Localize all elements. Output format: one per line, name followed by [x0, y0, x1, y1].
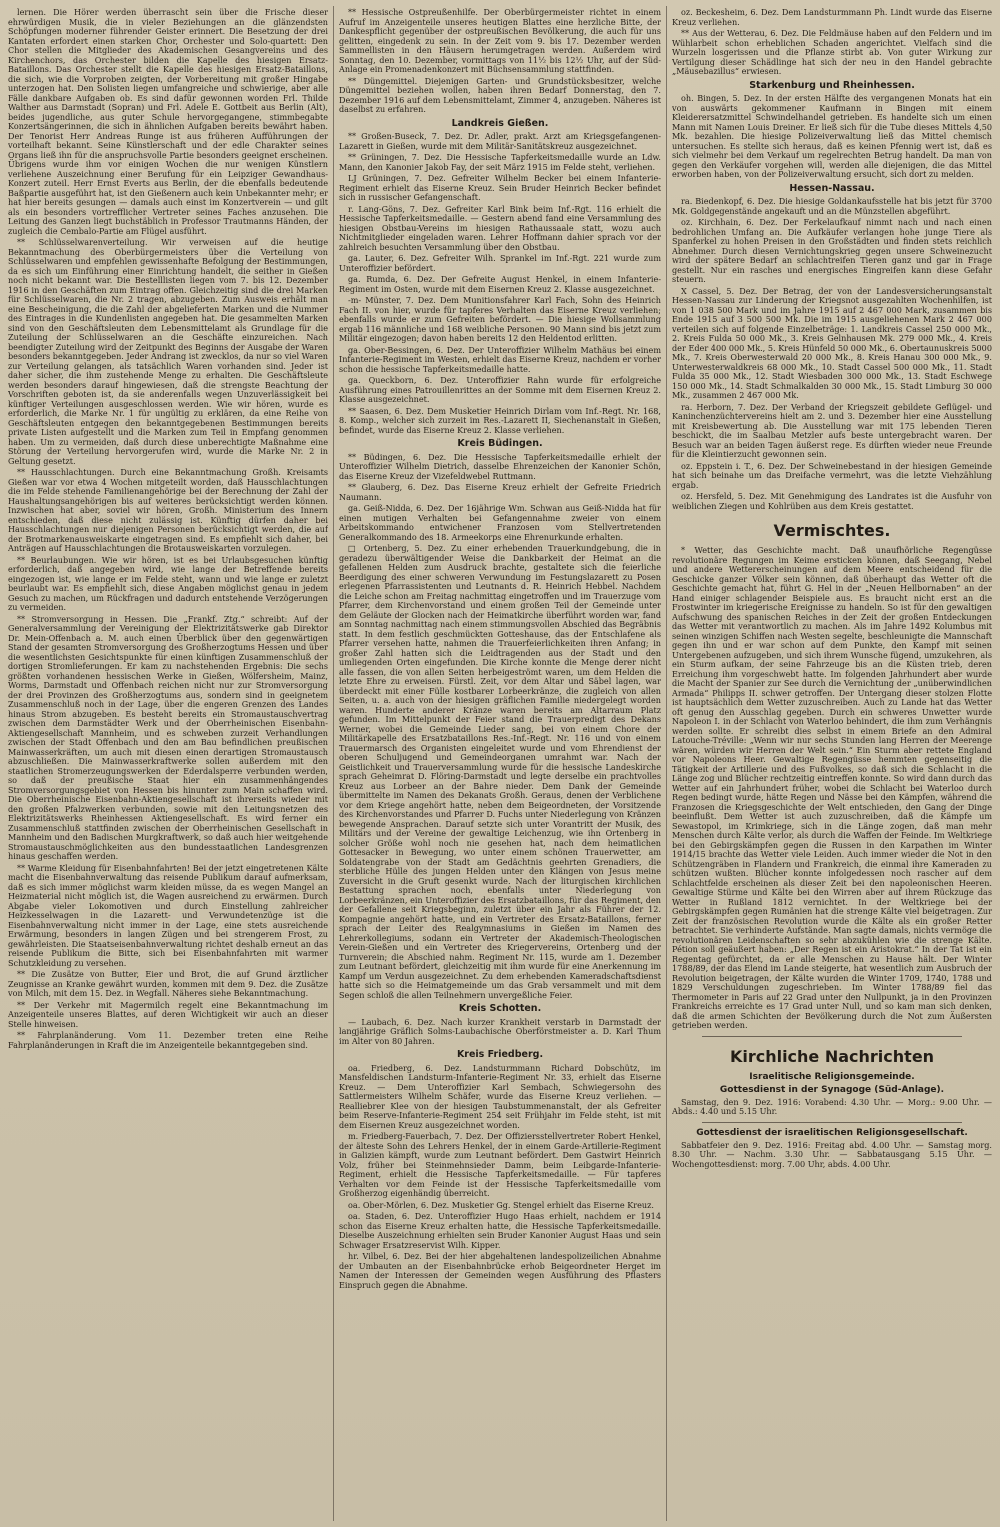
subheading: Gottesdienst der israelitischen Religionsgesellschaft. — [696, 1127, 968, 1138]
news-item: ga. Geiß-Nidda, 6. Dez. Der 16jährige Wm. Schwan aus Geiß-Nidda hat für einen mutigen Verhalten bei Gefangennahme zweier von einem Arbeitskommando entwichener Franzosen vom Stellvertretenden Generalkommando des 18. Armeekorps eine Ehrenurkunde erhalten. — [339, 503, 661, 542]
article-warm-clothing: ** Warme Kleidung für Eisenbahnfahrten! Bei der jetzt eingetretenen Kälte macht die Eisenbahnverwaltung das reisende Publikum darauf aufmerksam, daß es sich immer möglichst warm kleiden müsse, da es wegen Mangel an Heizmaterial nicht möglich ist, die Wagen ausreichend zu erwärmen. Durch Abgabe vieler Lokomotiven und durch Einstellung zahlreicher Heizkesselwagen in die Lazarett- und Verwundetenzüge ist die Eisenbahnverwaltung nicht immer in der Lage, eine stets ausreichende Erwärmung, besonders in langen Zügen und bei strengerem Frost, zu gewährleisten. Die Staatseisenbahnverwaltung richtet deshalb erneut an das reisende Publikum die Bitte, sich bei Eisenbahnfahrten mit warmer Schutzkleidung zu versehen. — [8, 862, 328, 968]
article-home-slaughter: ** Hausschlachtungen. Durch eine Bekanntmachung Großh. Kreisamts Gießen war vor etwa 4 Wochen mitgeteilt worden, daß Hausschlachtungen die im Felde stehende Familienangehörige bei der Berechnung der Zahl der Haushaltungsangehörigen bis auf weiteres berücksichtigt werden können. Inzwischen hat aber, soviel wir hören, Großh. Ministerium des Innern entschieden, daß diese nicht zulässig ist. Künftig dürfen daher bei Hausschlachtungen nur diejenigen Personen berücksichtigt werden, die auf der Brotmarkenausweiskarte eingetragen sind. Es empfiehlt sich daher, bei Anträgen auf Hausschlachtungen die Brotausweiskarten vorzulegen. — [8, 467, 328, 553]
news-item: ** Grüningen, 7. Dez. Die Hessische Tapferkeitsmedaille wurde an Ldw. Mann, den Kanonier Jakob Fay, der seit März 1915 im Felde steht, verliehen. — [339, 152, 661, 172]
news-item: ra. Biedenkopf, 6. Dez. Die hiesige Goldankaufsstelle hat bis jetzt für 3700 Mk. Goldgegenstände angekauft und an die Münzstellen abgeführt. — [672, 196, 992, 216]
news-item: -m- Münster, 7. Dez. Dem Munitionsfahrer Karl Fach, Sohn des Heinrich Fach II. von hier, wurde für tapferes Verhalten das Eiserne Kreuz verliehen; ebenfalls wurde er zum Gefreiten befördert. — Die hiesige Wollsammlung ergab 116 männliche und 168 weibliche Personen. 90 Mann sind bis jetzt zum Militär eingezogen; davon haben bereits 12 den Heldentod erlitten. — [339, 295, 661, 343]
service-times: Sabbatfeier den 9. Dez. 1916: Freitag abd. 4.00 Uhr. — Samstag morg. 8.30 Uhr. — Nachm. 3.30 Uhr. — Sabbatausgang 5.15 Uhr. — Wochengottesdienst: morg. 7.00 Uhr, abds. 4.00 Uhr. — [672, 1139, 992, 1169]
news-item: oa. Ober-Mörlen, 6. Dez. Musketier Gg. Stengel erhielt das Eiserne Kreuz. — [348, 1199, 654, 1210]
article-power-supply-hesse: ** Stromversorgung in Hessen. Die „Frankf. Ztg.“ schreibt: Auf der Generalversammlung der Vereinigung der Elektrizitätswerke gab Direktor Dr. Mein-Offenbach a. M. auch einen Überblick über den gegenwärtigen Stand der gesamten Stromversorgung des Großherzogtums Hessen und über die wesentlichsten Gesichtspunkte für einen künftigen Zusammenschluß der dortigen Stromlieferungen. Er kam zu nachstehenden Ergebnis: Die sechs größten vorhandenen hessischen Werke in Gießen, Wölfersheim, Mainz, Worms, Darmstadt und Offenbach reichen nicht nur zur Stromversorgung der drei Provinzen des Großherzogtums aus, sondern sind in geeignetem Zusammenschluß noch in der Lage, über die engeren Grenzen des Landes hinaus Strom abzugeben. Es besteht bereits ein Stromaustauschvertrag zwischen dem Darmstädter Werk und der Oberrheinischen Eisenbahn-Aktiengesellschaft Mannheim, und es schweben zurzeit Verhandlungen zwischen der Stadt Offenbach und den am Bau befindlichen preußischen Mainwasserkräften, um auch mit diesen einen derartigen Stromaustausch abzuschließen. Die Mainwasserkraftwerke sollen außerdem mit den staatlichen Stromerzeugungswerken der Ederdalsperre verbunden werden, so daß der preußische Staat hier ein zusammenhängendes Stromversorgungsgebiet von Hessen bis hinunter zum Main schaffen wird. Die Oberrheinische Eisenbahn-Aktiengesellschaft ist ihrerseits wieder mit den großen Pfalzwerken verbunden, sowie mit den Leitungsnetzen des Elektrizitätswerks Rheinhessen Aktiengesellschaft. Es wird ferner ein Zusammenschluß stattfinden zwischen der Oberrheinischen Gesellschaft in Mannheim und den Badischen Murgkraftwerk, so daß auch hier weitgehende Stromaustauschmöglichkeiten aus den bundesstaatlichen Landesgrenzen hinaus geschaffen werden. — [8, 613, 328, 861]
news-item: oz. Kirchhain, 6. Dez. Der Ferkelaufkauf nimmt nach und nach einen bedrohlichen Umfang an. Die Aufkäufer verlangen hohe junge Tiere als Spanferkel zu hohen Preisen in den Großstädten und finden stets reichlich Abnehmer. Durch diesen Vernichtungskrieg gegen unsere Schweinezucht wird der spätere Bedarf an schlachtreifen Tieren ganz und gar in Frage gestellt. Nur ein rasches und energisches Eingreifen kann diese Gefahr steuern. — [672, 217, 992, 284]
section-heading: Kreis Schotten. — [458, 1003, 542, 1014]
column-rule — [666, 6, 667, 1521]
article-leave-requests: ** Beurlaubungen. Wie wir hören, ist es bei Urlaubsgesuchen künftig erforderlich, daß angegeben wird, wie lange der Betreffende bereits eingezogen ist, wie lange er im Felde steht, wann und wie lange er zuletzt beurlaubt war. Es empfiehlt sich, diese Angaben möglichst genau in jedem Gesuch zu machen, um Rückfragen und dadurch entstehende Verzögerungen zu vermeiden. — [8, 554, 328, 612]
news-item: hr. Vilbel, 6. Dez. Bei der hier abgehaltenen landespolizeilichen Abnahme der Umbauten an der Eisenbahnbrücke erhob Beigeordneter Herget im Namen der Interessen der Gemeinden wegen Ausführung des Pflasters Einspruch gegen die Abnahme. — [339, 1251, 661, 1290]
subheading: Gottesdienst in der Synagoge (Süd-Anlage). — [719, 1084, 945, 1095]
news-item: ga. Ober-Bessingen, 6. Dez. Der Unteroffizier Wilhelm Mathäus bei einem Infanterie-Regiment im Westen, erhielt das Eiserne Kreuz, nachdem er vorher schon die hessische Tapferkeitsmedaille hatte. — [339, 344, 661, 374]
subheading: Israelitische Religionsgemeinde. — [749, 1071, 915, 1082]
news-item: ** Großen-Buseck, 7. Dez. Dr. Adler, prakt. Arzt am Kriegsgefangenen-Lazarett in Gießen, wurde mit dem Militär-Sanitätskreuz ausgezeichnet. — [339, 131, 661, 151]
news-item: LJ Grüningen, 7. Dez. Gefreiter Wilhelm Becker bei einem Infanterie-Regiment erhielt das Eiserne Kreuz. Sein Bruder Heinrich Becker befindet sich in russischer Gefangenschaft. — [339, 173, 661, 202]
service-times: Samstag, den 9. Dez. 1916: Vorabend: 4.30 Uhr. — Morg.: 9.00 Uhr. — Abds.: 4.40 und 5.15 Uhr. — [672, 1096, 992, 1116]
news-item: oa. Friedberg, 6. Dez. Landsturmmann Richard Dobschütz, im Mansfeldischen Landsturm-Infanterie-Regiment Nr. 33, erhielt das Eiserne Kreuz. — Dem Unteroffizier Karl Sembach, Schwiegersohn des Sattlermeisters Wilhelm Schäfer, wurde das Eiserne Kreuz verliehen. — Realliebrer Klee von der hiesigen Taubstummenanstalt, der als Gefreiter beim Reserve-Infanterie-Regiment 254 seit Frühjahr im Felde steht, ist mit dem Eisernen Kreuz ausgezeichnet worden. — [339, 1062, 661, 1130]
article-funeral-ortenberg: □ Ortenberg, 5. Dez. Zu einer erhebenden Trauerkundgebung, die in geradezu überwältigender Weise die Dankbarkeit der Heimat an die gefallenen Helden zum Ausdruck brachte, gestaltete sich die feierliche Beerdigung des einer schweren Verwundung im Festungslazarett zu Posen erlegenen Pfarrassistenten und Leutnants d. R. Heinrich Hebbel. Nachdem die Leiche schon am Freitag nachmittag eingetroffen und im Trauerzuge vom Pfarrer, dem Kirchenvorstand und einem großen Teil der Gemeinde unter dem Geläute der Glocken nach der Heimatkirche überführt worden war, fand am Sonntag nachmittag nach einem stimmungsvollen Abschied das Begräbnis statt. In dem festlich geschmückten Gotteshause, das der Entschlafene als Pfarrer versehen hatte, nahmen die Trauerfeierlichkeiten ihren Anfang; in großer Zahl hatten sich die Leidtragenden aus der Stadt und den umliegenden Orten eingefunden. Die Kirche konnte die Menge derer nicht alle fassen, die von allen Seiten herbeigeströmt waren, um dem Helden die letzte Ehre zu erweisen. Fürstl. Zeit, vor dem Altar und Säbel lagen, war überdeckt mit einer Fülle kostbarer Lorbeerkränze, die zugleich von allen Seiten, u. a. auch von der hiesigen gräflichen Familie niedergelegt worden waren. Hunderte anderer Kränze waren bereits am Altarraum Platz gefunden. Im Mittelpunkt der Feier stand die Trauerpredigt des Dekans Werner, wobei die Gemeinde Lieder sang, bei von einem Chore der Militärkapelle des Ersatzbataillons Res.-Inf.-Regt. Nr. 116 und von einem Trauermarsch des Organisten eingeleitet wurde und vom Ehrendienst der oberen Schuljugend und Gemeindeorganen umrahmt war. Nach der Geistlichkeit und Trauerversammlung wurde für die hessische Landeskirche sprach Geheimrat D. Flöring-Darmstadt und legte derselbe ein prachtvolles Kreuz aus Lorbeer an der Bahre nieder. Dem Dank der Gemeinde übermittelte im Namen des Dekanats Großh. Geraus, denen der Verblichene vor dem Kriege angehört hatte, neben dem Beigeordneten, der Vorsitzende des Kirchenvorstandes und Pfarrer D. Fuchs unter Niederlegung von Kränzen bewegende Ansprachen. Darauf setzte sich unter Vorantritt der Musik, des Militärs und der Vereine der gewaltige Leichenzug, wie ihn Ortenberg in solcher Größe wohl noch nie gesehen hat, nach dem heimatlichen Gottesacker in Bewegung, wo unter einem schönen Trauerwetter, am Soldatengrabe von der Stadt am Gedächtnis geehrten Grenadiers, die sterbliche Hülle des jungen Helden unter den Klängen von Jesus meine Zuversicht in die Gruft gesenkt wurde. Nach der liturgischen kirchlichen Bestattung sprachen noch, ebenfalls unter Niederlegung von Lorbeerkränzen, ein Unteroffizier des Ersatzbataillons, für das Regiment, den der Gefallene seit Kriegsbeginn, zuletzt über ein Jahr als Führer der 12. Kompagnie angehört hatte, und ein Vertreter des Ersatz-Bataillons, ferner sprach der Leiter des Realgymnasiums in Gießen im Namen des Lehrerkollegiums, sodann ein Vertreter der Akademisch-Theologischen Verein-Gießen und ein Vertreter des Kriegervereins, Ortenberg und der Turnverein; die Abschied nahm. Regiment Nr. 115, wurde am 1. Dezember zum Leutnant befördert, gleichzeitig mit ihm wurde für eine Anerkennung im Kampf um Verdun ausgezeichnet. Zu dem erhebenden Kameradschaftsdienst hatte sich so die Heimatgemeinde um das Grab versammelt und mit dem Segen schloß die allen Teilnehmern unvergeßliche Feier. — [339, 543, 661, 1000]
article-key-goods-distribution: ** Schlüsselwarenverteilung. Wir verweisen auf die heutige Bekanntmachung des Oberbürgermeisters über die Verteilung von Schlüsselwaren und empfehlen gewissenhafte Befolgung der Bestimmungen, da es sich um Einführung einer Einrichtung handelt, die seither in Gießen noch nicht bekannt war. Die Bestelllisten liegen vom 7. bis 12. Dezember 1916 in den Geschäften zum Eintrag offen. Gleichzeitig sind die drei Marken für Schlüsselwaren, die Nr. 2 tragen, abzugeben. Zum Ausweis erhält man eine Bescheinigung, die die Zahl der abgelieferten Marken und die Nummer des Eintrages in die Kundenlisten angegeben hat. Die gesammelten Marken sind von den Geschäftsleuten dem Lebensmittelamt als Grundlage für die Zuteilung der Schlüsselwaren an die Geschäfte einzureichen. Nach beendigter Zuteilung wird der Zeitpunkt des Beginns der Ausgabe der Waren besonders bekanntgegeben. Jeder Andrang ist zwecklos, da nur so viel Waren zur Verteilung gelangen, als tatsächlich Waren vorhanden sind. Jeder ist daher sicher, die ihm zustehende Menge zu erhalten. Die Geschäftsleute werden besonders darauf hingewiesen, daß die strengste Beachtung der Vorschriften geboten ist, da sie anderenfalls wegen Unzuverlässigkeit bei künftiger Verteilungen ausgeschlossen werden. Wie wir hören, wurde es erforderlich, die Marke Nr. 1 für ungültig zu erklären, da eine Reihe von Geschäftsleuten entgegen den bekanntgegebenen Bestimmungen bereits private Listen aufgestellt und die Marken zum Teil in Empfang genommen haben. Um zu vermeiden, daß durch diese unberechtigte Maßnahme eine Störung der Verteilung hervorgerufen wird, wurde die Marke Nr. 2 in Geltung gesetzt. — [8, 237, 328, 466]
news-item: m. Friedberg-Fauerbach, 7. Dez. Der Offiziersstellvertreter Robert Henkel, der älteste Sohn des Lehrers Henkel, der in einem Garde-Artillerie-Regiment in Galizien kämpft, wurde zum Leutnant befördert. Dem Gastwirt Heinrich Volz, früher bei Steinmehnsieder Damm, beim Leibgarde-Infanterie-Regiment, erhielt die Hessische Tapferkeitsmedaille. — Für tapferes Verhalten vor dem Feinde ist der Hessische Tapferkeitsmedaille vom Großherzog eigenhändig überreicht. — [339, 1131, 661, 1198]
news-item: ga. Queckborn, 6. Dez. Unteroffizier Rahn wurde für erfolgreiche Ausführung eines Patrouillenrittes an der Somme mit dem Eisernen Kreuz 2. Klasse ausgezeichnet. — [339, 375, 661, 404]
news-item: ** Glauberg, 6. Dez. Das Eiserne Kreuz erhielt der Gefreite Friedrich Naumann. — [339, 482, 661, 502]
news-item: oz. Beckesheim, 6. Dez. Dem Landsturmmann Ph. Lindt wurde das Eiserne Kreuz verliehen. — [672, 8, 992, 27]
news-item: oz. Hersfeld, 5. Dez. Mit Genehmigung des Landrates ist die Ausfuhr von weiblichen Ziegen und Kohlrüben aus dem Kreis gestattet. — [672, 491, 992, 511]
article-concert: lernen. Die Hörer werden überrascht sein über die Frische dieser ehrwürdigen Musik, die in vieler Beziehungen an die glänzendsten Schöpfungen moderner führender Geister erinnert. Die Besetzung der drei Kantaten erfordert einen starken Chor, Orchester und Solo-quartett: Den Chor stellen die Mitglieder des Akademischen Gesangvereins und des Kirchenchors, das Orchester bilden die Kapelle des hiesigen Ersatz-Bataillons. Das Orchester stellt die Kapelle des hiesigen Ersatz-Bataillons, die sich, wie die Vorproben zeigten, der Vorbereitung mit großer Hingabe unterzogen hat. Den Solisten liegen umfangreiche und schwierige, aber alle Fälle dankbare Aufgaben ob. Es sind dafür gewonnen worden Frl. Thilde Walther aus Darmstadt (Sopran) und Frl. Adele E. Gottbeit aus Berlin (Alt), beides jugendliche, aus guter Schule hervorgegangene, stimmbegabte Konzertsängerinnen, die sich in ähnlichen Aufgaben bereits bewährt haben. Der Tenorist Herr Andreas Runge ist aus früheren Aufführungen der vorteilhaft bekannt. Seine Künstlerschaft und der edle Charakter seines Organs ließ ihn für die anspruchsvolle Partie besonders geeignet erscheinen. Übrigens wurde ihm vor einigen Wochen die nur wenigen Künstlern verliehene Auszeichnung einer Berufung für ein Leipziger Gewandhaus-Konzert zuteil. Herr Ernst Everts aus Berlin, der die ebenfalls bedeutende Baßpartie ausgeführt hat, ist den Gießenern auch kein Unbekannter mehr; er hat hier bereits gesungen — damals auch einst im Konzertverein — und gilt als ein besonders vortrefflicher Vertreter seines Faches anzusehen. Die Leitung des Ganzen liegt buchstäblich in Professor Trautmanns Händen, der zugleich die Cembalo-Partie am Flügel ausführt. — [8, 8, 328, 236]
article-timetable-change: ** Fahrplanänderung. Vom 11. Dezember treten eine Reihe Fahrplanänderungen in Kraft die im Anzeigenteile bekanntgegeben sind. — [8, 1030, 328, 1050]
news-item: ** Aus der Wetterau, 6. Dez. Die Feldmäuse haben auf den Feldern und im Wühlarbeit schon erheblichen Schaden angerichtet. Vielfach sind die Wurzeln losgerissen und die Pflanze stirbt ab. Von guter Wirkung zur Vertilgung dieser Schädlinge hat sich der neu in den Handel gebrachte „Mäusebazillus“ erwiesen. — [672, 28, 992, 76]
article-weather-history: * Wetter, das Geschichte macht. Daß unaufhörliche Regengüsse revolutionäre Regungen im Keime ersticken können, daß Seegang, Nebel und andere Wettererscheinungen auf dem Meere entscheidend für die Geschicke ganzer Völker sein können, daß überhaupt das Wetter oft die Geschichte gemacht hat, führt G. Hel in der „Neuen Hellbornaben“ an der Hand einiger schlagender Beispiele aus. Es braucht nicht erst an die Frostwinter im kriegerische Ereignisse zu handeln. So ist für den gewaltigen Aufschwung des spanischen Reiches in der Zeit der großen Entdeckungen das Wetter mit verantwortlich zu machen. Als im Jahre 1492 Kolumbus mit seinen winzigen Schiffen nach Westen segelte, beschleunigte die Mannschaft gegen ihn und er war schon auf dem Punkte, den Kampf mit seinen Untergebenen aufzugeben, und sich ihrem Wunsche fügend, umzukehren, als ein Sturm aufkam, der seine Fahrzeuge bis an die Küsten trieb, deren Erreichung ihm vorgeschwebt hatte. Im folgenden Jahrhundert aber wurde die Macht der Spanier zur See durch die Vernichtung der „unüberwindlichen Armada“ Philipps II. schwer getroffen. Der Untergang dieser stolzen Flotte ist hauptsächlich dem Wetter zuzuschreiben. Auch zu Lande hat das Wetter oft genug den Ausschlag gegeben. Durch ein schweres Unwetter wurde Napoleon I. in der Schlacht von Waterloo behindert, die ihm zum Verhängnis werden sollte. Er schreibt dies selbst in einem Briefe an den Admiral Latouche-Tréville: „Wenn wir nur sechs Stunden lang Herren der Meerenge wären, würden wir Herren der Welt sein.“ Ein Sturm aber rettete England vor Napoleons Heer. Gewaltige Regengüsse hemmten gegenseitig die Tätigkeit der Artillerie und des Fußvolkes, so daß sich die Schlacht in die Länge zog und Blücher rechtzeitig eintreffen konnte. So wird dann durch das Wetter auf ein Jahrhundert früher, wobei die Schlacht bei Waterloo durch Regen bedingt wurde, hätte Regen und Nässe bei den Kämpfen, während die Franzosen die Kriegsgeschichte der Welt entschieden, den Gang der Dinge beeinflußt. Dem Wetter ist auch zuzuschreiben, daß die Kämpfe um Sewastopol, im Krimkriege, sich in die Länge zogen, daß man mehr Menschen durch Kälte verlor, als durch die Waffen der Feinde. Im Weltkriege bei den Gebirgskämpfen gegen die Russen in den Karpathen im Winter 1914/15 brachte das Wetter viele Leiden. Auch immer wieder die Not in den Schützengräben in Flandern und Frankreich, die einmal ihre Kameraden zu schützen wußten. Blücher konnte infolgedessen noch rascher auf dem Schlachtfelde erscheinen als dieser Zeit bei den napoleonischen Heeren. Gewaltige Stürme und Kälte bei den Wirren aber auf ihrem Rückzuge das Wetter in Rußland 1812 vernichtet. In der Weltkriege bei der Gebirgskämpfen gegen Rumänien hat die strenge Kälte viel beigetragen. Zur Zeit der französischen Revolution wurde die Kälte als ein großer Retter betrachtet. Sie verhinderte Aufstände. Man sagte damals, nichts vermöge die revolutionären Leidenschaften so sehr abzukühlen wie die strenge Kälte. Pétion soll geäußert haben: „Der Regen ist ein Aristokrat.“ In der Tat ist ein Regentag gefürchtet, da er alle Menschen zu Hause hält. Der Winter 1788/89, der das Elend im Lande steigerte, hat wesentlich zum Ausbruch der Revolution beigetragen, der Kälte wurden die Winter 1709, 1740, 1788 und 1829 Verschuldungen zugeschrieben. Im Winter 1788/89 fiel das Thermometer in Paris auf 22 Grad unter den Nullpunkt, ja in den Provinzen Frankreichs erreichte es 17 Grad unter Null, und so kam man sich denken, daß die armen Schichten der Bevölkerung durch die Not zum Äußersten getrieben werden. — [672, 545, 992, 1030]
article-skim-milk: ** Der Verkehr mit Magermilch regelt eine Bekanntmachung im Anzeigenteile unseres Blattes, auf deren Wichtigkeit wir auch an dieser Stelle hinweisen. — [8, 999, 328, 1029]
news-item: ga. Lauter, 6. Dez. Gefreiter Wilh. Sprankel im Inf.-Rgt. 221 wurde zum Unteroffizier befördert. — [339, 253, 661, 273]
news-item: oz. Eppstein i. T., 6. Dez. Der Schweinebestand in der hiesigen Gemeinde hat sich beinahe um das Dreifache vermehrt, was die letzte Viehzählung ergab. — [672, 460, 992, 490]
article-fertilizer: ** Düngemittel. Diejenigen Garten- und Grundstücksbesitzer, welche Düngemittel beziehen wollen, haben ihren Bedarf Donnerstag, den 7. Dezember 1916 auf dem Lebensmittelamt, Zimmer 4, anzugeben. Näheres ist daselbst zu erfahren. — [339, 75, 661, 114]
news-item: oh. Bingen, 5. Dez. In der ersten Hälfte des vergangenen Monats hat ein von auswärts gekommener Kaufmann in Bingen mit einem Kleiderersatzmittel Schwindelhandel getrieben. Es handelte sich um einen Mann mit Namen Louis Dreiner. Er ließ sich für die Tube dieses Mittels 4,50 Mk. bezahlen. Die hiesige Polizeiverwaltung ließ das Mittel chemisch untersuchen. Es stellte sich heraus, daß es keinen Pfennig wert ist, daß es sich vielmehr bei dem Verkauf um regelrechten Betrug handelt. Da man von gegen den Verkäufer vorgehen will, werden alle diejenigen, die das Mittel erworben haben, von der Polizeiverwaltung ersucht, sich dort zu melden. — [672, 93, 992, 179]
article-east-prussia-aid: ** Hessische Ostpreußenhilfe. Der Oberbürgermeister richtet in einem Aufruf im Anzeigenteile unseres heutigen Blattes eine herzliche Bitte, der Dankespflicht gegenüber der ostpreußischen Bevölkerung, die auch für uns gelitten, eingedenk zu sein. In der Zeit vom 9. bis 17. Dezember werden Sammellisten in den Häusern herumgetragen werden. Außerdem wird Sonntag, den 10. Dezember, vormittags von 11½ bis 12½ Uhr, auf der Süd-Anlage ein Promenadenkonzert mit Büchsensammlung stattfinden. — [339, 8, 661, 74]
column-left — [8, 8, 328, 1517]
section-heading: Kreis Büdingen. — [457, 438, 543, 449]
news-item: ga. Rumda, 6. Dez. Der Gefreite August Henkel, in einem Infanterie-Regiment im Osten, wurde mit dem Eisernen Kreuz 2. Klasse ausgezeichnet. — [339, 274, 661, 294]
column-rule — [333, 6, 334, 1521]
news-item: X Cassel, 5. Dez. Der Betrag, der von der Landesversicherungsanstalt Hessen-Nassau zur Linderung der Kriegsnot ausgezahlten Wochenhilfen, ist von 1 038 500 Mark und im Jahre 1915 auf 2 467 000 Mark, zusammen bis Ende 1915 auf 3 500 500 Mk. Die im 1915 ausgeliehenen Mark 2 467 000 verteilen sich auf folgende Einzelbeträge: 1. Landkreis Cassel 250 000 Mk., 2. Kreis Fulda 50 000 Mk., 3. Kreis Gelnhausen Mk. 279 000 Mk., 4. Kreis der Eder 400 000 Mk., 5. Kreis Hünfeld 50 000 Mk., 6. Obertaunuskreis 5000 Mk., 7. Kreis Oberwesterwald 20 000 Mk., 8. Kreis Hanau 300 000 Mk., 9. Unterwesterwaldkreis 68 000 Mk., 10. Stadt Cassel 500 000 Mk., 11. Stadt Fulda 35 000 Mk., 12. Stadt Wiesbaden 300 000 Mk., 13. Stadt Eschwege 150 000 Mk., 14. Stadt Schmalkalden 30 000 Mk., 15. Stadt Limburg 30 000 Mk., zusammen 2 467 000 Mk. — [672, 285, 992, 400]
article-food-supplements: ** Die Zusätze von Butter, Eier und Brot, die auf Grund ärztlicher Zeugnisse an Kranke gewährt wurden, kommen mit dem 9. Dez. die Zusätze von Milch, mit dem 15. Dez. in Wegfall. Näheres siehe Bekanntmachung. — [8, 969, 328, 998]
column-middle — [339, 8, 661, 1517]
section-heading-church-news: Kirchliche Nachrichten — [729, 1046, 935, 1066]
section-heading: Starkenburg und Rheinhessen. — [749, 79, 915, 91]
section-heading: Landkreis Gießen. — [451, 117, 549, 129]
section-heading: Hessen-Nassau. — [789, 182, 875, 194]
divider — [702, 1036, 962, 1037]
column-right — [672, 8, 992, 1517]
section-heading: Kreis Friedberg. — [456, 1049, 544, 1060]
news-item: — Laubach, 6. Dez. Nach kurzer Krankheit verstarb in Darmstadt der langjährige Gräflich Solms-Laubachische Oberförstmeister a. D. Karl Thum im Alter von 80 Jahren. — [339, 1016, 661, 1046]
section-heading-miscellaneous: Vermischtes. — [773, 521, 891, 540]
news-item: ** Saasen, 6. Dez. Dem Musketier Heinrich Dirlam vom Inf.-Regt. Nr. 168, 8. Komp., welcher sich zurzeit im Res.-Lazarett II, Siechenanstalt in Gießen, befindet, wurde das Eiserne Kreuz 2. Klasse verliehen. — [339, 405, 661, 435]
news-item: r. Lang-Göns, 7. Dez. Gefreiter Karl Bink beim Inf.-Rgt. 116 erhielt die Hessische Tapferkeitsmedaille. — Gestern abend fand eine Versammlung des hiesigen Obstbau-Vereins im hiesigen Rathaussaale statt, wozu auch Nichtmitglieder eingeladen waren. Lehrer Hoffmann dahier sprach vor der zahlreich besuchten Versammlung über den Obstbau. — [339, 203, 661, 252]
news-item: ra. Herborn, 7. Dez. Der Verband der Kriegszeit gebildete Geflügel- und Kaninchenzüchtervereins hielt am 2. und 3. Dezember hier eine Ausstellung mit Kreisbewertung ab. Die Ausstellung war mit 175 lebenden Tieren beschickt, die im Saalbau Metzler aufs beste untergebracht waren. Der Besuch war an beiden Tagen äußerst rege. Es dürften wieder neue Freunde für die Kleintierzucht gewonnen sein. — [672, 401, 992, 459]
news-item: oa. Staden, 6. Dez. Unteroffizier Hugo Haas erhielt, nachdem er 1914 schon das Eiserne Kreuz erhalten hatte, die Hessische Tapferkeitsmedaille. Dieselbe Auszeichnung erhielten sein Bruder Kanonier August Haas und sein Schwager Ersatzreservist Wilh. Kipper. — [339, 1211, 661, 1250]
divider — [702, 1122, 962, 1123]
news-item: ** Büdingen, 6. Dez. Die Hessische Tapferkeitsmedaille erhielt der Unteroffizier Wilhelm Dietrich, dasselbe Ehrenzeichen der Kanonier Schön, das Eiserne Kreuz der Vizefeldwebel Ruttmann. — [339, 451, 661, 481]
